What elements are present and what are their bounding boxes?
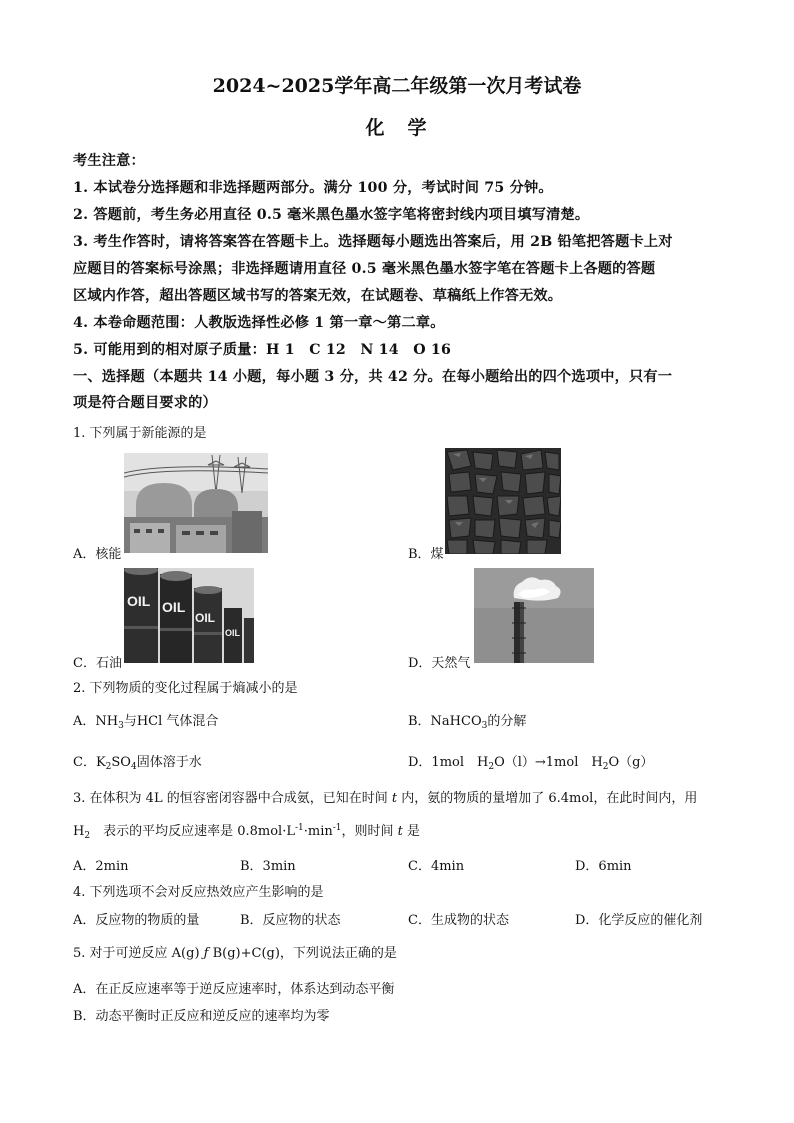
section-heading: 一、选择题（本题共 14 小题，每小题 3 分，共 42 分。在每小题给出的四个选项中，只有一: [73, 369, 673, 385]
q1-option-d: D．天然气: [408, 656, 471, 671]
q2-option-a: A．$NH_3$与HCl 气体混合: [73, 714, 219, 731]
note-item: 3. 考生作答时，请将答案答在答题卡上。选择题每小题选出答案后，用 2B 铅笔把答题卡上对: [73, 234, 673, 250]
q1-option-b: B．煤: [408, 547, 444, 562]
subject-title: 化 学: [365, 117, 429, 139]
q4-option-d: D．化学反应的催化剂: [575, 913, 703, 928]
q3-option-c: C．4min: [408, 859, 465, 874]
note-item: 4. 本卷命题范围：人教版选择性必修 1 第一章～第二章。: [73, 315, 445, 331]
section-heading-cont: 项是符合题目要求的）: [73, 395, 217, 411]
exam-title: 2024~2025学年高二年级第一次月考试卷: [212, 75, 582, 97]
note-item: 2. 答题前，考生务必用直径 0.5 毫米黑色墨水签字笔将密封线内项目填写清楚。: [73, 207, 590, 223]
oil-label: OIL: [127, 593, 151, 609]
q1-option-c: C．石油: [73, 656, 122, 671]
oil-label: OIL: [195, 611, 215, 625]
question-3-stem: 3. 在体积为 4L 的恒容密闭容器中合成氨，已知在时间 t 内，氨的物质的量增加了 6.4mol，在此时间内，用: [73, 791, 698, 806]
question-2-stem: 2. 下列物质的变化过程属于熵减小的是: [73, 681, 298, 696]
q4-option-b: B．反应物的状态: [240, 913, 341, 928]
q5-option-b: B．动态平衡时正反应和逆反应的速率均为零: [73, 1009, 330, 1024]
nuclear-plant-photo: [124, 453, 268, 553]
q1-option-a: A．核能: [73, 547, 122, 562]
oil-label: OIL: [162, 599, 186, 615]
question-3-stem-cont: $H_2$ 表示的平均反应速率是 $0.8mol\cdot L^{-1}\cdot\min^{-1}$，则时间 t 是: [73, 823, 421, 841]
question-5-stem: 5. 对于可逆反应 A(g) ƒ B(g)+C(g)，下列说法正确的是: [73, 946, 397, 961]
question-4-stem: 4. 下列选项不会对反应热效应产生影响的是: [73, 885, 324, 900]
q3-option-d: D．6min: [575, 859, 632, 874]
oil-barrels-photo: [124, 568, 254, 663]
question-1-stem: 1. 下列属于新能源的是: [73, 426, 207, 441]
notes-heading: 考生注意：: [73, 153, 145, 169]
gas-flare-photo: [474, 568, 594, 663]
q2-option-c: C．$K_2SO_4$固体溶于水: [73, 755, 202, 772]
q5-option-a: A．在正反应速率等于逆反应速率时，体系达到动态平衡: [73, 982, 395, 997]
note-item: 区域内作答，超出答题区域书写的答案无效，在试题卷、草稿纸上作答无效。: [73, 288, 563, 304]
q4-option-a: A．反应物的物质的量: [73, 913, 200, 928]
q4-option-c: C．生成物的状态: [408, 913, 509, 928]
q2-option-d: D．1mol $H_2O(l)\to 1mol$ $H_2O(g)$: [408, 755, 654, 772]
note-item: 应题目的答案标号涂黑；非选择题请用直径 0.5 毫米黑色墨水签字笔在答题卡上各题的答题: [73, 261, 656, 277]
note-item: 1. 本试卷分选择题和非选择题两部分。满分 100 分，考试时间 75 分钟。: [73, 180, 553, 196]
oil-label: OIL: [225, 628, 240, 638]
q3-option-a: A．2min: [73, 859, 129, 874]
q2-option-b: B．NaHCO$_3$的分解: [408, 714, 527, 731]
q3-option-b: B．3min: [240, 859, 296, 874]
coal-photo: [445, 448, 561, 554]
note-item: 5. 可能用到的相对原子质量：H 1 C 12 N 14 O 16: [73, 342, 452, 358]
